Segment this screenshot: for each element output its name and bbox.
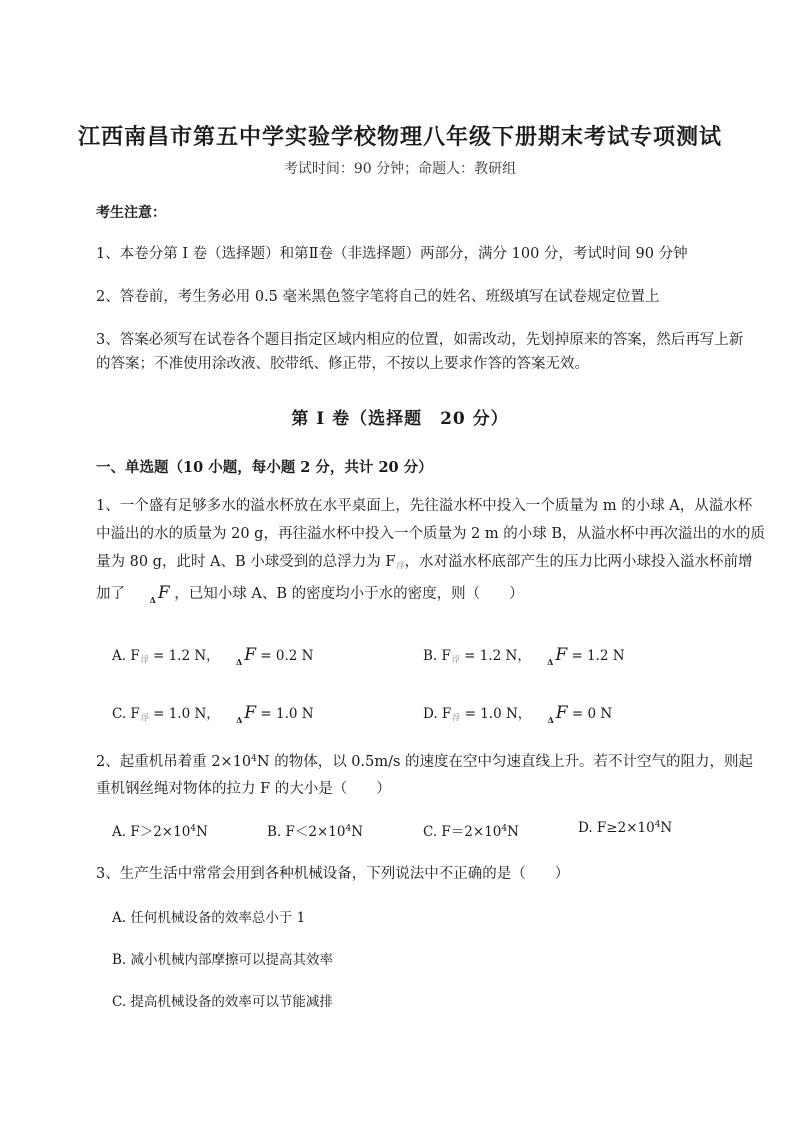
q1-stem-line-3: 量为 80 g，此时 A、B 小球受到的总浮力为 $F_浮$，水对溢水杯底部产生的压力比两小球投入溢水杯前增 xyxy=(96,554,753,570)
q1-stem-line-4: 加了 $_\Delta$ F ，已知小球 A、B 的密度均小于水的密度，则（ ） xyxy=(96,583,524,605)
q3-option-a[interactable]: A. 任何机械设备的效率总小于 1 xyxy=(112,910,306,926)
q2-stem-line-2: 重机钢丝绳对物体的拉力 F 的大小是（ ） xyxy=(96,781,391,797)
exam-title: 江西南昌市第五中学实验学校物理八年级下册期末考试专项测试 xyxy=(77,124,722,150)
section-title: 第 I 卷（选择题 20 分） xyxy=(291,409,509,429)
q1-option-b[interactable]: B. $F_浮 = 1.2$ N， $_\Delta$ F = 1.2 N xyxy=(423,645,625,667)
exam-subtitle: 考试时间：90 分钟；命题人：教研组 xyxy=(283,161,517,177)
q2-stem-line-1: 2、起重机吊着重 $2\times 10^4N$ 的物体，以 0.5m/s 的速度在空中匀速直线上升。若不计空气的阻力，则起 xyxy=(96,754,754,770)
notice-item-1: 1、本卷分第 I 卷（选择题）和第Ⅱ卷（非选择题）两部分，满分 100 分，考试时间 90 分钟 xyxy=(96,246,688,262)
q1-stem-line-2: 中溢出的水的质量为 20 g，再往溢水杯中投入一个质量为 2 m 的小球 B，从溢水杯中再次溢出的水的质 xyxy=(96,526,766,542)
notice-item-3-line-1: 3、答案必须写在试卷各个题目指定区域内相应的位置，如需改动，先划掉原来的答案，然后再写上新 xyxy=(96,332,744,348)
delta-symbol: Δ xyxy=(149,595,156,605)
q3-option-b[interactable]: B. 减小机械内部摩擦可以提高其效率 xyxy=(112,952,334,968)
q2-option-d[interactable]: D. $F\ge 2\times 10^4N$ xyxy=(578,820,673,836)
q2-option-b[interactable]: B. $F<2\times 10^4N$ xyxy=(267,824,363,840)
q1-option-a[interactable]: A. $F_浮 = 1.2$ N， $_\Delta$ F = 0.2 N xyxy=(112,645,314,667)
notice-item-2: 2、答卷前，考生务必用 0.5 毫米黑色签字笔将自己的姓名、班级填写在试卷规定位置上 xyxy=(96,289,660,305)
q3-stem: 3、生产生活中常常会用到各种机械设备，下列说法中不正确的是（ ） xyxy=(96,866,570,882)
q1-option-d[interactable]: D. $F_浮 = 1.0$ N， $_\Delta$ F = 0 N xyxy=(423,703,613,725)
notice-item-3-line-2: 的答案；不准使用涂改液、胶带纸、修正带，不按以上要求作答的答案无效。 xyxy=(96,356,589,372)
q2-option-a[interactable]: A. $F>2\times 10^4N$ xyxy=(112,824,208,840)
q3-option-c[interactable]: C. 提高机械设备的效率可以节能减排 xyxy=(112,994,333,1010)
force-variable: F xyxy=(157,583,170,603)
q1-option-c[interactable]: C. $F_浮 = 1.0$ N， $_\Delta$ F = 1.0 N xyxy=(112,703,314,725)
part-heading: 一、单选题（10 小题，每小题 2 分，共计 20 分） xyxy=(96,459,433,476)
notice-heading: 考生注意： xyxy=(96,205,166,221)
q1-stem-line-1: 1、一个盛有足够多水的溢水杯放在水平桌面上，先往溢水杯中投入一个质量为 m 的小球 A，从溢水杯 xyxy=(96,498,753,514)
q2-option-c[interactable]: C. $F=2\times 10^4N$ xyxy=(423,824,519,840)
buoyancy-subscript: 浮 xyxy=(396,561,405,570)
